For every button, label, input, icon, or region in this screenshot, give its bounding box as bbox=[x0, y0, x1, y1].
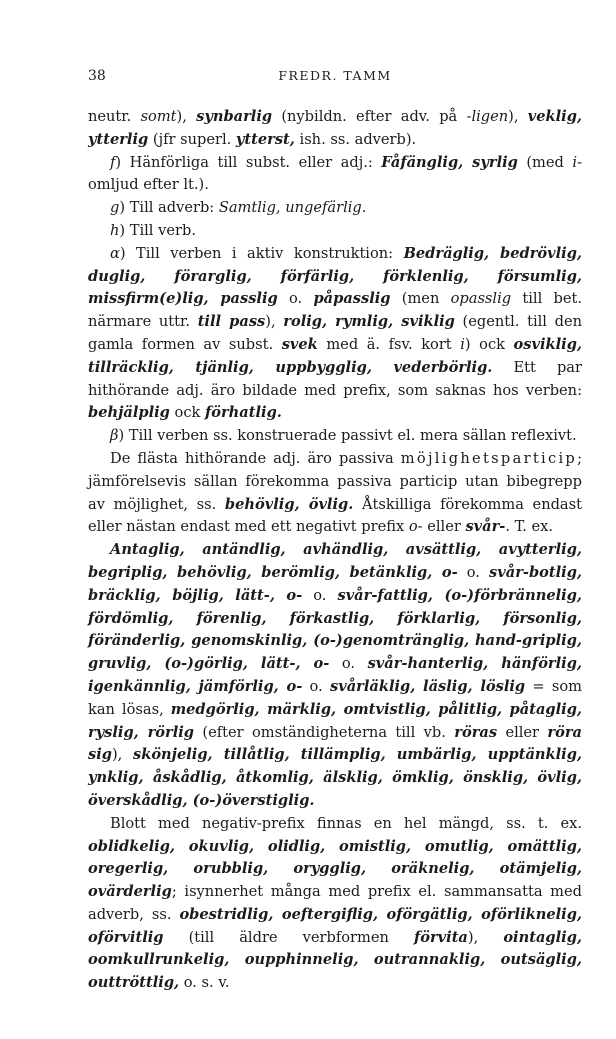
emphasized-word: β bbox=[110, 427, 119, 445]
emphasized-word: påpasslig bbox=[313, 290, 391, 308]
paragraph bbox=[88, 220, 582, 243]
text-run: ) ock bbox=[464, 335, 514, 353]
emphasized-word: behövlig, övlig. bbox=[224, 495, 354, 513]
emphasized-word: till pass bbox=[197, 313, 266, 331]
emphasized-word: förvita bbox=[413, 928, 468, 946]
running-title: FREDR. TAMM bbox=[278, 68, 392, 83]
emphasized-word: svår-botlig, bräcklig, böjlig, lätt-, o- bbox=[88, 563, 582, 604]
paragraph bbox=[88, 448, 582, 539]
emphasized-word: i bbox=[572, 153, 578, 171]
text-run: o. bbox=[277, 290, 314, 308]
text-run: o. bbox=[457, 563, 490, 581]
text-run: Ett par hithörande adj. äro bildade med prefix, som saknas hos verben: bbox=[88, 358, 582, 399]
emphasized-word: svek bbox=[281, 335, 318, 353]
emphasized-word: h bbox=[110, 221, 120, 239]
text-run: Blott med negativ-prefix finnas en hel mängd, ss. t. ex. bbox=[110, 814, 582, 832]
text-run: (jfr superl. bbox=[148, 130, 236, 148]
emphasized-word: medgörlig, märklig, omtvistlig, pålitlig, påtaglig, ryslig, rörlig bbox=[88, 700, 582, 741]
text-run: (men bbox=[390, 290, 451, 308]
emphasized-word: g bbox=[110, 199, 120, 217]
text-run: ), bbox=[111, 746, 133, 764]
text-run: ) Till verben ss. konstruerade passivt el. mera sällan reflexivt. bbox=[118, 427, 577, 445]
emphasized-word: svår- bbox=[465, 518, 506, 536]
emphasized-word: o- bbox=[408, 518, 423, 536]
text-run: till bet. närmare uttr. bbox=[88, 290, 582, 331]
emphasized-word: röra sig bbox=[88, 723, 582, 764]
emphasized-word: synbarlig bbox=[196, 108, 273, 125]
running-head bbox=[88, 68, 582, 92]
emphasized-word: röras bbox=[454, 723, 498, 741]
text-run: = som kan lösas, bbox=[88, 677, 583, 718]
emphasized-word: α bbox=[110, 244, 120, 262]
text-run: . T. ex. bbox=[505, 518, 554, 536]
paragraph bbox=[88, 152, 582, 198]
emphasized-word: obestridlig, oeftergiflig, oförgätlig, oförliknelig, oförvitlig bbox=[88, 905, 582, 946]
text-run: ; jämförelsevis sällan förekomma passiva particip utan bibegrepp av möjlighet, ss. bbox=[88, 449, 582, 513]
emphasized-word: ligen bbox=[471, 108, 509, 125]
emphasized-word: möjlighetsparticip bbox=[400, 449, 578, 467]
emphasized-word: Antaglig, antändlig, avhändlig, avsättlig, avytterlig, begriplig, behövlig, berömlig, betänklig, o- bbox=[88, 541, 582, 581]
text-run: ) Till verben i aktiv konstruktion: bbox=[119, 244, 404, 262]
text-run: (efter omständigheterna till vb. bbox=[194, 723, 455, 741]
paragraph bbox=[88, 539, 582, 813]
emphasized-word: f bbox=[110, 153, 116, 171]
text-run: ) Till verb. bbox=[119, 221, 196, 239]
text-run: o. bbox=[302, 677, 330, 695]
text-run: ), bbox=[176, 108, 197, 125]
emphasized-word: svår-hanterlig, hänförlig, igenkännlig, jämförlig, o- bbox=[88, 655, 582, 695]
emphasized-word: opasslig bbox=[450, 290, 512, 308]
text-run: ) Hänförliga till subst. eller adj.: bbox=[115, 153, 382, 171]
emphasized-word: Samtlig, ungefärlig. bbox=[218, 199, 367, 217]
emphasized-word: ytterst, bbox=[235, 130, 295, 148]
text-run: ), bbox=[467, 928, 504, 946]
text-run: De flästa hithörande adj. äro passiva bbox=[110, 449, 401, 467]
paragraph bbox=[88, 425, 582, 448]
emphasized-word: behjälplig bbox=[88, 404, 170, 422]
paragraph bbox=[88, 197, 582, 220]
page-number: 38 bbox=[88, 68, 106, 84]
body-text bbox=[88, 106, 582, 995]
text-run: eller bbox=[422, 518, 466, 536]
emphasized-word: svårläklig, läslig, löslig bbox=[330, 677, 526, 695]
text-run: ), bbox=[508, 108, 528, 125]
text-run: o. s. v. bbox=[179, 974, 230, 992]
text-run: -omljud efter lt.). bbox=[88, 153, 582, 194]
text-run: (till äldre verbformen bbox=[163, 928, 414, 946]
emphasized-word: somt bbox=[140, 108, 177, 125]
text-run: Åtskilliga förekomma endast eller nästan endast med ett negativt prefix bbox=[88, 495, 582, 536]
text-run: ), bbox=[265, 313, 284, 331]
emphasized-word: förhatlig. bbox=[204, 404, 282, 422]
emphasized-word: veklig, ytterlig bbox=[88, 108, 582, 148]
text-run: ; isynnerhet många med prefix el. sammansatta med adverb, ss. bbox=[88, 883, 582, 923]
text-run: (med bbox=[517, 153, 573, 171]
text-run: ock bbox=[169, 404, 205, 422]
book-page bbox=[88, 68, 582, 995]
emphasized-word: rolig, rymlig, sviklig bbox=[283, 313, 455, 331]
emphasized-word: Fåfänglig, syrlig bbox=[381, 153, 518, 171]
emphasized-word: oblidkelig, okuvlig, olidlig, omistlig, omutlig, omättlig, oregerlig, orubblig, orygglig, oräknelig, otämjelig, ovärderlig bbox=[88, 837, 582, 901]
text-run: neutr. bbox=[88, 108, 141, 125]
emphasized-word: svår-fattlig, (o-)förbrännelig, fördömlig, förenlig, förkastlig, förklarlig, försonlig, föränderlig, genomskinlig, (o-)genomtränglig, hand-griplig, gruvlig, (o-)görlig, lätt-, o- bbox=[88, 586, 582, 673]
paragraph bbox=[88, 243, 582, 425]
emphasized-word: ointaglig, oomkullrunkelig, oupphinnelig, outrannaklig, outsäglig, outtröttlig, bbox=[88, 928, 582, 992]
emphasized-word: skönjelig, tillåtlig, tillämplig, umbärlig, upptänklig, ynklig, åskådlig, åtkomlig, älsklig, ömklig, önsklig, övlig, överskådlig, (o-)överstiglig. bbox=[88, 746, 582, 809]
text-run: (nybildn. efter adv. på - bbox=[272, 108, 472, 125]
text-run: o. bbox=[329, 655, 368, 673]
text-run: med ä. fsv. kort bbox=[317, 335, 461, 353]
emphasized-word: i bbox=[460, 335, 465, 353]
emphasized-word: Bedräglig, bedrövlig, duglig, förarglig, förfärlig, förklenlig, försumlig, missfirm(e)lig, passlig bbox=[88, 244, 582, 308]
text-run: ish. ss. adverb). bbox=[294, 130, 417, 148]
paragraph bbox=[88, 106, 582, 152]
paragraph bbox=[88, 813, 582, 995]
text-run: eller bbox=[497, 723, 548, 741]
text-run: o. bbox=[302, 586, 338, 604]
emphasized-word: osviklig, tillräcklig, tjänlig, uppbygglig, vederbörlig. bbox=[88, 335, 582, 376]
text-run: (egentl. till den gamla formen av subst. bbox=[88, 313, 582, 353]
text-run: ) Till adverb: bbox=[119, 199, 219, 217]
